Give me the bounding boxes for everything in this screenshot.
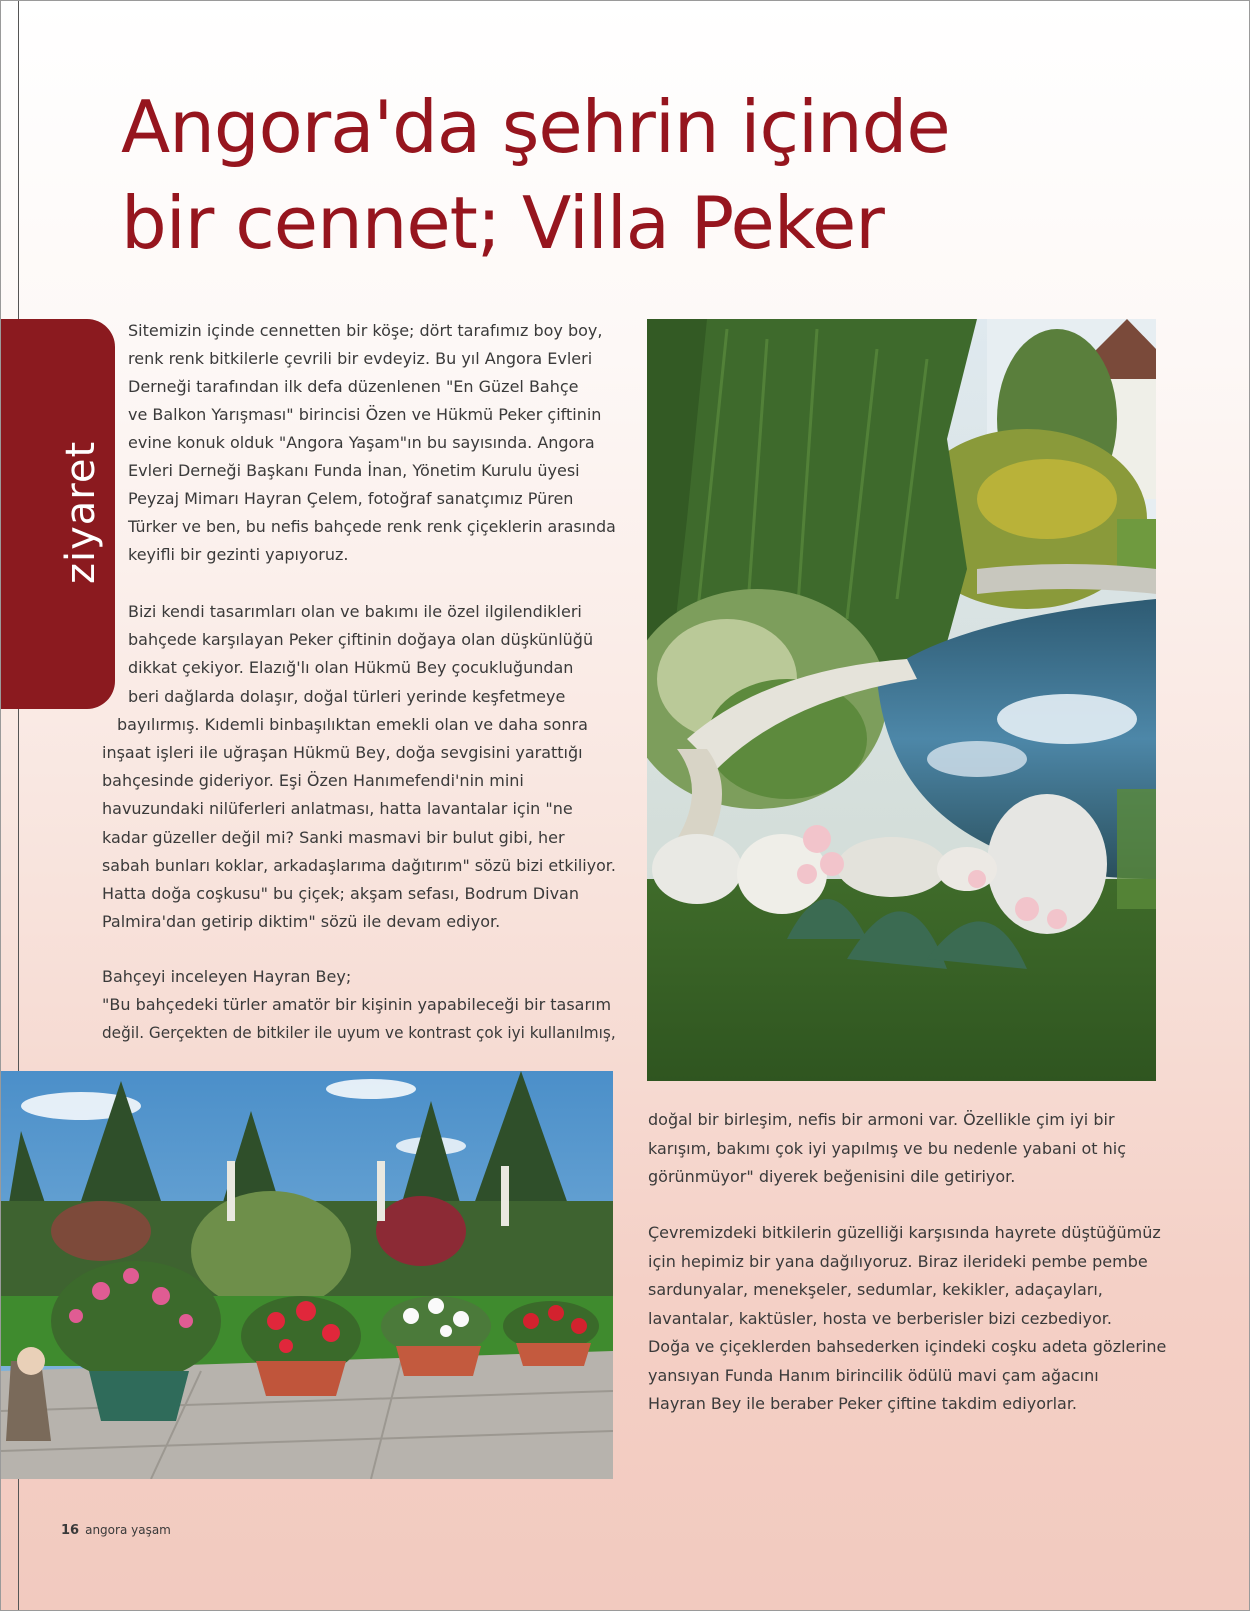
text-line: Evleri Derneği Başkanı Funda İnan, Yönetim Kurulu üyesi [128, 461, 580, 480]
text-line: havuzundaki nilüferleri anlatması, hatta lavantalar için "ne [102, 799, 573, 819]
text-line: "Bu bahçedeki türler amatör bir kişinin yapabileceği bir tasarım [102, 995, 612, 1014]
text-line: Hatta doğa coşkusu" bu çiçek; akşam sefası, Bodrum Divan [102, 884, 579, 903]
article-title [121, 79, 950, 271]
text-line: Peyzaj Mimarı Hayran Çelem, fotoğraf sanatçımız Püren [128, 489, 574, 508]
page-number: 16 [61, 1523, 80, 1538]
text-line: yansıyan Funda Hanım birincilik ödülü mavi çam ağacını [648, 1365, 1099, 1385]
magazine-name: angora yaşam [85, 1523, 171, 1537]
text-line: bahçesinde gideriyor. Eşi Özen Hanımefendi'nin mini [102, 771, 524, 791]
section-tab-label: ziyaret [58, 440, 104, 584]
text-line: beri dağlarda dolaşır, doğal türleri yerinde keşfetmeye [128, 686, 566, 706]
text-line: doğal bir birleşim, nefis bir armoni var. Özellikle çim iyi bir [648, 1110, 1115, 1129]
flower-pots-photo [1, 1071, 613, 1479]
text-line: değil. Gerçekten de bitkiler ile uyum ve kontrast çok iyi kullanılmış, [102, 1023, 616, 1042]
text-line: bayılırmış. Kıdemli binbaşılıktan emekli olan ve daha sonra [117, 714, 588, 734]
text-line: karışım, bakımı çok iyi yapılmış ve bu nedenle yabani ot hiç [648, 1138, 1127, 1158]
text-line: dikkat çekiyor. Elazığ'lı olan Hükmü Bey çocukluğundan [128, 658, 574, 678]
text-line: sabah bunları koklar, arkadaşlarıma dağıtırım" sözü bizi etkiliyor. [102, 855, 616, 875]
text-line: ve Balkon Yarışması" birincisi Özen ve Hükmü Peker çiftinin [128, 405, 602, 424]
text-line: kadar güzeller değil mi? Sanki masmavi bir bulut gibi, her [102, 827, 565, 847]
text-line: inşaat işleri ile uğraşan Hükmü Bey, doğa sevgisini yarattığı [102, 743, 583, 762]
text-line: Hayran Bey ile beraber Peker çiftine takdim ediyorlar. [648, 1394, 1078, 1413]
text-line: Çevremizdeki bitkilerin güzelliği karşısında hayrete düştüğümüz [648, 1223, 1161, 1242]
text-line: keyifli bir gezinti yapıyoruz. [128, 545, 349, 564]
text-line: evine konuk olduk "Angora Yaşam"ın bu sayısında. Angora [128, 433, 595, 452]
title-line-2: bir cennet; Villa Peker [121, 181, 884, 265]
text-line: Doğa ve çiçeklerden bahsederken içindeki coşku adeta gözlerine [648, 1337, 1167, 1356]
garden-pond-photo [647, 319, 1156, 1081]
text-line: için hepimiz bir yana dağılıyoruz. Biraz ilerideki pembe pembe [648, 1251, 1148, 1271]
text-line: renk renk bitkilerle çevrili bir evdeyiz. Bu yıl Angora Evleri [128, 349, 593, 368]
text-line: görünmüyor" diyerek beğenisini dile getiriyor. [648, 1167, 1016, 1186]
text-line: Türker ve ben, bu nefis bahçede renk renk çiçeklerin arasında [128, 517, 616, 536]
title-line-1: Angora'da şehrin içinde [121, 85, 950, 169]
text-line: Bizi kendi tasarımları olan ve bakımı ile özel ilgilendikleri [128, 602, 582, 621]
text-line: Palmira'dan getirip diktim" sözü ile devam ediyor. [102, 912, 501, 932]
page-footer [61, 1523, 171, 1538]
text-line: Derneği tarafından ilk defa düzenlenen "En Güzel Bahçe [128, 377, 579, 396]
text-line: bahçede karşılayan Peker çiftinin doğaya olan düşkünlüğü [128, 630, 594, 650]
text-line: lavantalar, kaktüsler, hosta ve berberisler bizi cezbediyor. [648, 1308, 1112, 1328]
text-line: Sitemizin içinde cennetten bir köşe; dört tarafımız boy boy, [128, 321, 603, 340]
text-line: Bahçeyi inceleyen Hayran Bey; [102, 967, 352, 986]
text-line: sardunyalar, menekşeler, sedumlar, kekikler, adaçayları, [648, 1280, 1103, 1299]
